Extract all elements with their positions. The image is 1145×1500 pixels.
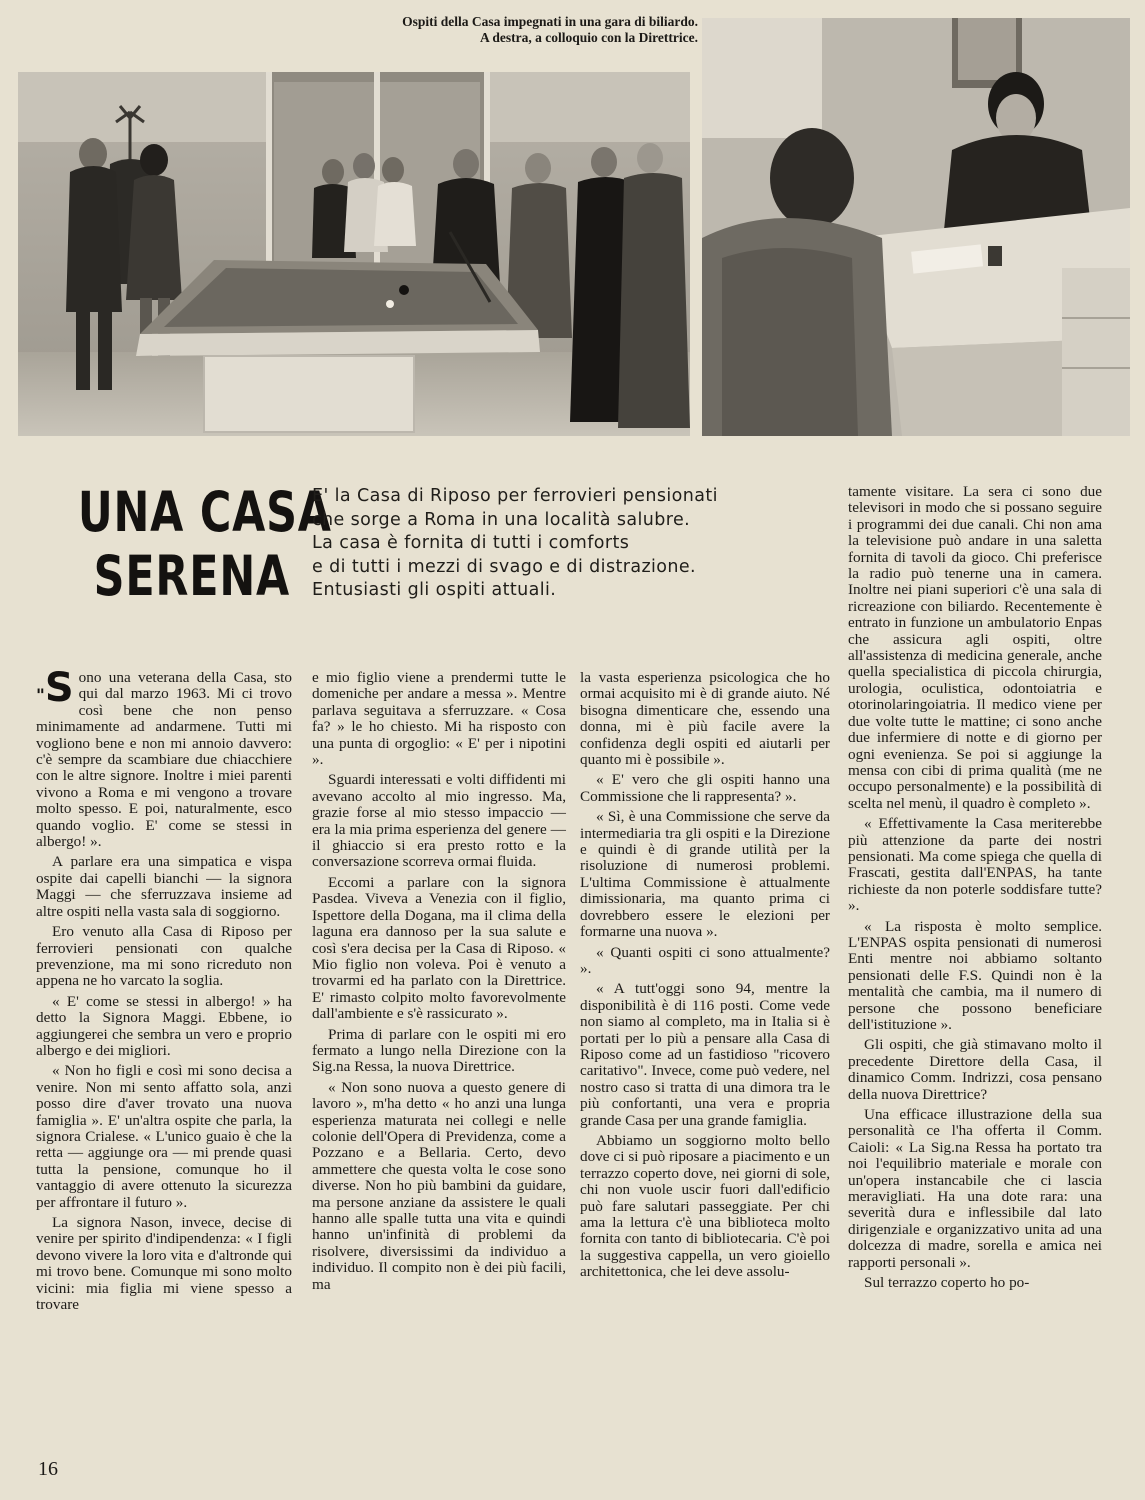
- billiard-photo-image: [18, 72, 690, 436]
- column-4-paragraph: « Effettivamente la Casa meriterebbe più attenzione da parte dei nostri pensionati. Ma come spiega che quella di Frascati, gestita dall'ENPAS, ha tante richieste da non poterle soddisfare tutte? ».: [848, 815, 1102, 915]
- column-2-paragraph: e mio figlio viene a prendermi tutte le domeniche per andare a messa ». Mentre parlava seguitava a sferruzzare. « Cosa fa? » le ho chiesto. Mi ha risposto con una punta di orgoglio: « E' per i nipotini ».: [312, 669, 566, 769]
- caption-line-2: A destra, a colloquio con la Direttrice.: [480, 30, 698, 45]
- article-column-1: [36, 665, 292, 1317]
- column-3-paragraph: « E' vero che gli ospiti hanno una Commissione che li rappresenta? ».: [580, 771, 830, 805]
- column-4-paragraph: Sul terrazzo coperto ho po-: [864, 1274, 1030, 1292]
- photo-caption: [250, 14, 698, 46]
- column-3-paragraph: Abbiamo un soggiorno molto bello dove ci si può riposare a piacimento e un terrazzo coperto dove, nei giorni di sole, chi non vuole uscir fuori dall'edificio può fare salutari passeggiate. Per chi ama la lettura c'è una biblioteca molto fornita con tanto di bibliotecaria. C'è poi la suggestiva cappella, un vero gioiello architettonica, che lei deve assolu-: [580, 1131, 830, 1281]
- intro-line: Entusiasti gli ospiti attuali.: [312, 580, 557, 600]
- column-1-paragraph: « Non ho figli e così mi sono decisa a venire. Non mi sento affatto sola, anzi posso dire d'aver trovato una nuova famiglia ». E' un'altra ospite che parla, la signora Crialese. « L'unico guaio è che la retta — aggiunge ora — mi prende quasi tutta la pensione, comunque ho il vantaggio di avere ottenuto la sicurezza per affrontare il futuro ».: [36, 1062, 292, 1211]
- drop-cap: [36, 665, 74, 712]
- article-column-2: [312, 670, 566, 1297]
- column-1-paragraph: A parlare era una simpatica e vispa ospite dai capelli bianchi — la signora Maggi — che sferruzzava insieme ad altre ospiti nella vasta sala di soggiorno.: [36, 853, 292, 920]
- headline-line-2: SERENA: [93, 544, 290, 608]
- column-2-paragraph: Eccomi a parlare con la signora Pasdea. Viveva a Venezia con il figlio, Ispettore della Dogana, ma il clima della laguna era dannoso per la sua salute e così s'era decisa per la Casa di Riposo. « Mio figlio non voleva. Poi è venuto a trovarmi ed ha parlato con la Direttrice. E' rimasto colpito molto favorevolmente dall'ambiente e s'è rassicurato ».: [312, 873, 566, 1023]
- headline: [77, 480, 332, 608]
- column-3-paragraph: la vasta esperienza psicologica che ho ormai acquisito mi è di grande aiuto. Né bisogna dimenticare che, essendo una donna, mi è più facile avere la confidenza degli ospiti ed aiutarli per quanto mi è possibile ».: [580, 669, 830, 769]
- column-2-paragraph: Prima di parlare con le ospiti mi ero fermato a lungo nella Direzione con la Sig.na Ressa, la nuova Direttrice.: [312, 1025, 566, 1076]
- column-3-paragraph: « Sì, è una Commissione che serve da intermediaria tra gli ospiti e la Direzione e quindi è di grande utilità per la risoluzione di numerosi problemi. L'ultima Commissione è attualmente dimissionaria, ma quanto prima ci dovrebbero essere le elezioni per formarne una nuova ».: [580, 808, 830, 941]
- column-3-paragraph: « A tutt'oggi sono 94, mentre la disponibilità è di 116 posti. Come vede non siamo al completo, ma in Italia si è portati per lo più a pensare alla Casa di Riposo come ad un fastidioso "ricovero caritativo". Invece, come può vedere, nel nostro caso si tratta di una dimora tra le più confortanti, una vera e propria grande Casa per una grande famiglia.: [580, 980, 830, 1129]
- column-1-paragraph: La signora Nason, invece, decise di venire per spirito d'indipendenza: « I figli devono vivere la loro vita e d'altronde qui mi trovo bene. Comunque mi sono molto vicini: mia figlia mi viene spesso a trovare: [36, 1214, 292, 1314]
- intro-text: [312, 485, 852, 603]
- first-paragraph-text: ono una veterana della Casa, sto qui dal marzo 1963. Mi ci trovo così bene che non penso minimamente ad andarmene. Tutti mi vogliono bene e non mi annoio davvero: c'è sempre da scambiare due chiacchiere con le altre signore. Inoltre i miei parenti vivono a Roma e mi vengono a trovare molto spesso. E poi, naturalmente, esco quando voglio. E' come se stessi in albergo! ».: [36, 669, 292, 851]
- director-photo-image: [702, 18, 1130, 436]
- intro-line: e di tutti i mezzi di svago e di distrazione.: [312, 556, 697, 577]
- column-3-paragraph: « Quanti ospiti ci sono attualmente? ».: [580, 943, 830, 977]
- column-1-paragraph: « E' come se stessi in albergo! » ha detto la Signora Maggi. Ebbene, io aggiungerei che sembra un vero e proprio albergo e dei migliori.: [36, 992, 292, 1059]
- intro-line: La casa è fornita di tutti i comforts: [312, 533, 630, 553]
- column-4-paragraph: Gli ospiti, che già stimavano molto il precedente Direttore della Casa, il dinamico Comm. Indrizzi, cosa pensano della nuova Direttrice?: [848, 1036, 1102, 1103]
- article-column-3: [580, 670, 830, 1285]
- intro-line: E' la Casa di Riposo per ferrovieri pensionati: [312, 486, 718, 506]
- column-1-paragraph: [36, 665, 292, 851]
- headline-line-1: UNA CASA: [77, 480, 332, 544]
- caption-line-1: Ospiti della Casa impegnati in una gara di biliardo.: [402, 14, 698, 29]
- column-1-paragraph: Ero venuto alla Casa di Riposo per ferrovieri pensionati con qualche prevenzione, ma mi sono ricreduto non appena ne ho varcato la soglia.: [36, 923, 292, 990]
- column-2-paragraph: Sguardi interessati e volti diffidenti mi avevano accolto al mio ingresso. Ma, grazie forse al mio stesso impaccio — era la mia prima esperienza del genere — il ghiaccio si era presto rotto e la conversazione scorreva ormai fluida.: [312, 771, 566, 871]
- opening-quote: ": [36, 686, 45, 706]
- column-2-paragraph: « Non sono nuova a questo genere di lavoro », m'ha detto « ho anzi una lunga esperienza maturata nei collegi e nelle colonie dell'Opera di Previdenza, come a Pozzano e a Bellaria. Certo, devo ammettere che questa volta le cose sono diverse. Non ho più bambini da guidare, ma persone anziane da assistere le quali hanno alle spalle tutta una vita e quindi hanno un'infinità di problemi da risolvere, diversissimi da individuo a individuo. Il compito non è dei più facili, ma: [312, 1078, 566, 1293]
- drop-cap-letter: S: [44, 665, 74, 711]
- director-photo: [702, 18, 1130, 436]
- column-4-paragraph: Una efficace illustrazione della sua personalità ce l'ha offerta il Comm. Caioli: « La Sig.na Ressa ha portato tra noi l'equilibrio materiale e morale con un'opera instancabile che ci lascia meravigliati. Ha una dote rara: una severità dura e inflessibile dal lato dirigenziale e organizzativo unita ad una dolcezza di madre, sorella e amica nei rapporti personali ».: [848, 1106, 1102, 1271]
- column-4-paragraph: « La risposta è molto semplice. L'ENPAS ospita pensionati di numerosi Enti mentre noi abbiamo soltanto pensionati delle F.S. Quindi non è la mentalità che cambia, ma il numero di persone che possono beneficiare dell'istituzione ».: [848, 917, 1102, 1033]
- billiard-photo: [18, 72, 690, 436]
- column-4-paragraph: tamente visitare. La sera ci sono due televisori in modo che si possano seguire i programmi dei due canali. Chi non ama la televisione può andare in una saletta fornita di tavoli da gioco. Chi preferisce la radio può tenerne una in camera. Inoltre nei piani superiori c'è una sala di ricreazione con biliardo. Recentemente è entrato in funzione un ambulatorio Enpas che assicura agli ospiti, oltre all'assistenza di medicina generale, anche quella specialistica di piccola chirurgia, urologia, oculistica, odontoiatria e otorinolaringoiatria. Il medico viene per due volte tutte le mattine; ci sono anche due infermiere di notte e di giorno per ogni evenienza. Se poi si aggiunge la mensa con cibi di prima qualità (me ne occupo personalmente) e la possibilità di scelta nel menù, il quadro è completo ».: [848, 483, 1102, 812]
- article-column-4: [848, 484, 1102, 1296]
- intro-line: che sorge a Roma in una località salubre.: [312, 509, 691, 530]
- page-number: 16: [38, 1458, 58, 1480]
